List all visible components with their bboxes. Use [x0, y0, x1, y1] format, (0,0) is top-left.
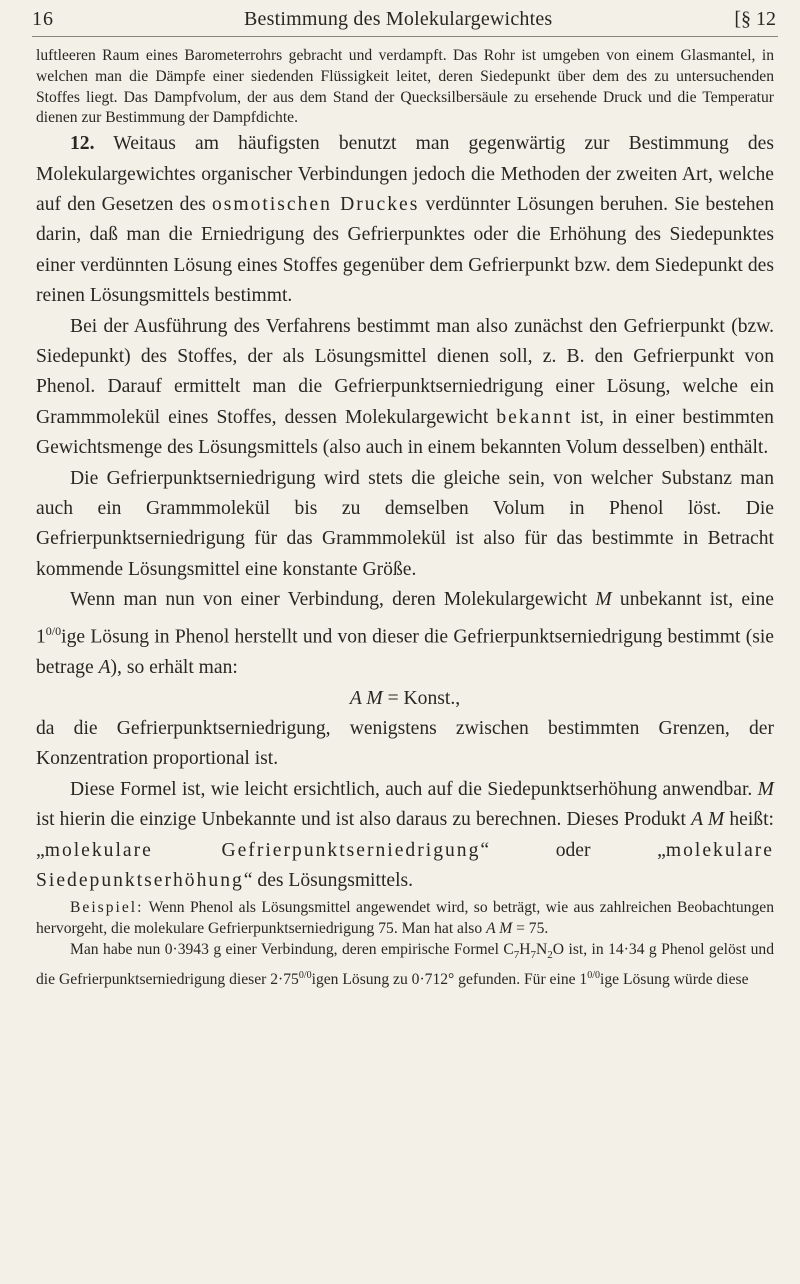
- emphasized-term: molekulare Gefrierpunktserniedrigung: [44, 839, 481, 861]
- section-12-paragraph-6: Diese Formel ist, wie leicht ersichtlich, auch auf die Siedepunktserhöhung anwendbar. M ist hierin die einzige Unbekannte und ist also daraus zu berechnen. Dieses Produkt A M heißt: „molekulare Gefrierpunktserniedrigung“ oder „molekulare Siedepunktserhöhung“ des Lösungsmittels.: [36, 778, 774, 892]
- emphasized-term: osmotischen Druckes: [211, 194, 420, 215]
- emphasized-term: molekulare Siedepunktserhöhung: [36, 839, 774, 892]
- example-paragraph-1: Beispiel: Wenn Phenol als Lösungsmittel angewendet wird, so beträgt, wie aus zahlreichen Beobachtungen hervorgeht, die molekulare Gefrierpunktserniedrigung 75. Man hat also A M = 75.: [36, 899, 774, 938]
- running-header: [32, 6, 778, 37]
- example-paragraph-2: Man habe nun 0·3943 g einer Verbindung, deren empirische Formel $C_7H_7N_2O$ ist, in 14·34 g Phenol gelöst und die Gefrierpunktserniedrigung dieser $2\cdot 75^{0/0}igen$ Lösung zu 0·712° gefunden. Für eine $1^{0/0}ige$ Lösung würde diese: [36, 941, 774, 989]
- section-number: 12.: [70, 133, 95, 155]
- section-12-paragraph-1: 12. Weitaus am häufigsten benutzt man gegenwärtig zur Bestimmung des Molekulargewichtes organischer Verbindungen jedoch die Methoden der zweiten Art, welche auf den Gesetzen des osmotischen Druckes verdünnter Lösungen beruhen. Sie bestehen darin, daß man die Erniedrigung des Gefrierpunktes oder die Erhöhung des Siedepunktes einer verdünnten Lösung eines Stoffes gegenüber dem Gefrierpunkt bzw. dem Siedepunkt des reinen Lösungsmittels bestimmt.: [36, 133, 774, 307]
- formula: A M = Konst.,: [349, 688, 461, 710]
- intro-paragraph: luftleeren Raum eines Barometerrohrs gebracht und verdampft. Das Rohr ist umgeben von einem Glasmantel, in welchen man die Dämpfe einer siedenden Flüssigkeit leitet, deren Siedepunkt über dem des zu untersuchenden Stoffes liegt. Das Dampfvolum, der aus dem Stand der Quecksilbersäule zu ersehende Druck und die Temperatur dienen zur Bestimmung der Dampfdichte.: [36, 47, 774, 127]
- running-title: Bestimmung des Molekulargewichtes: [244, 8, 553, 30]
- section-12-paragraph-2: Bei der Ausführung des Verfahrens bestimmt man also zunächst den Gefrierpunkt (bzw. Siedepunkt) des Stoffes, der als Lösungsmittel dienen soll, z. B. den Gefrierpunkt von Phenol. Darauf ermittelt man die Gefrierpunktserniedrigung einer Lösung, welche ein Grammmolekül eines Stoffes, dessen Molekulargewicht bekannt ist, in einer bestimmten Gewichtsmenge des Lösungsmittels (also auch in einem bekannten Volum desselben) enthält.: [36, 315, 774, 459]
- page-number: 16: [32, 8, 54, 30]
- section-12-paragraph-3: Die Gefrierpunktserniedrigung wird stets die gleiche sein, von welcher Substanz man auch ein Grammmolekül bis zu demselben Volum in Phenol löst. Die Gefrierpunktserniedrigung für das Grammmolekül ist also für das bestimmte in Betracht kommende Lösungsmittel eine konstante Größe.: [36, 467, 774, 580]
- example-label: Beispiel:: [70, 899, 144, 917]
- page-body: [36, 46, 774, 991]
- section-marker: [§ 12: [734, 8, 776, 30]
- emphasized-term: bekannt: [496, 406, 573, 428]
- section-12-paragraph-5: da die Gefrierpunktserniedrigung, wenigstens zwischen bestimmten Grenzen, der Konzentration proportional ist.: [36, 718, 774, 770]
- section-12-paragraph-4: Wenn man nun von einer Verbindung, deren Molekulargewicht M unbekannt ist, eine $1^{0/0}ige$ Lösung in Phenol herstellt und von dieser die Gefrierpunktserniedrigung bestimmt (sie betrage A), so erhält man:: [36, 589, 774, 678]
